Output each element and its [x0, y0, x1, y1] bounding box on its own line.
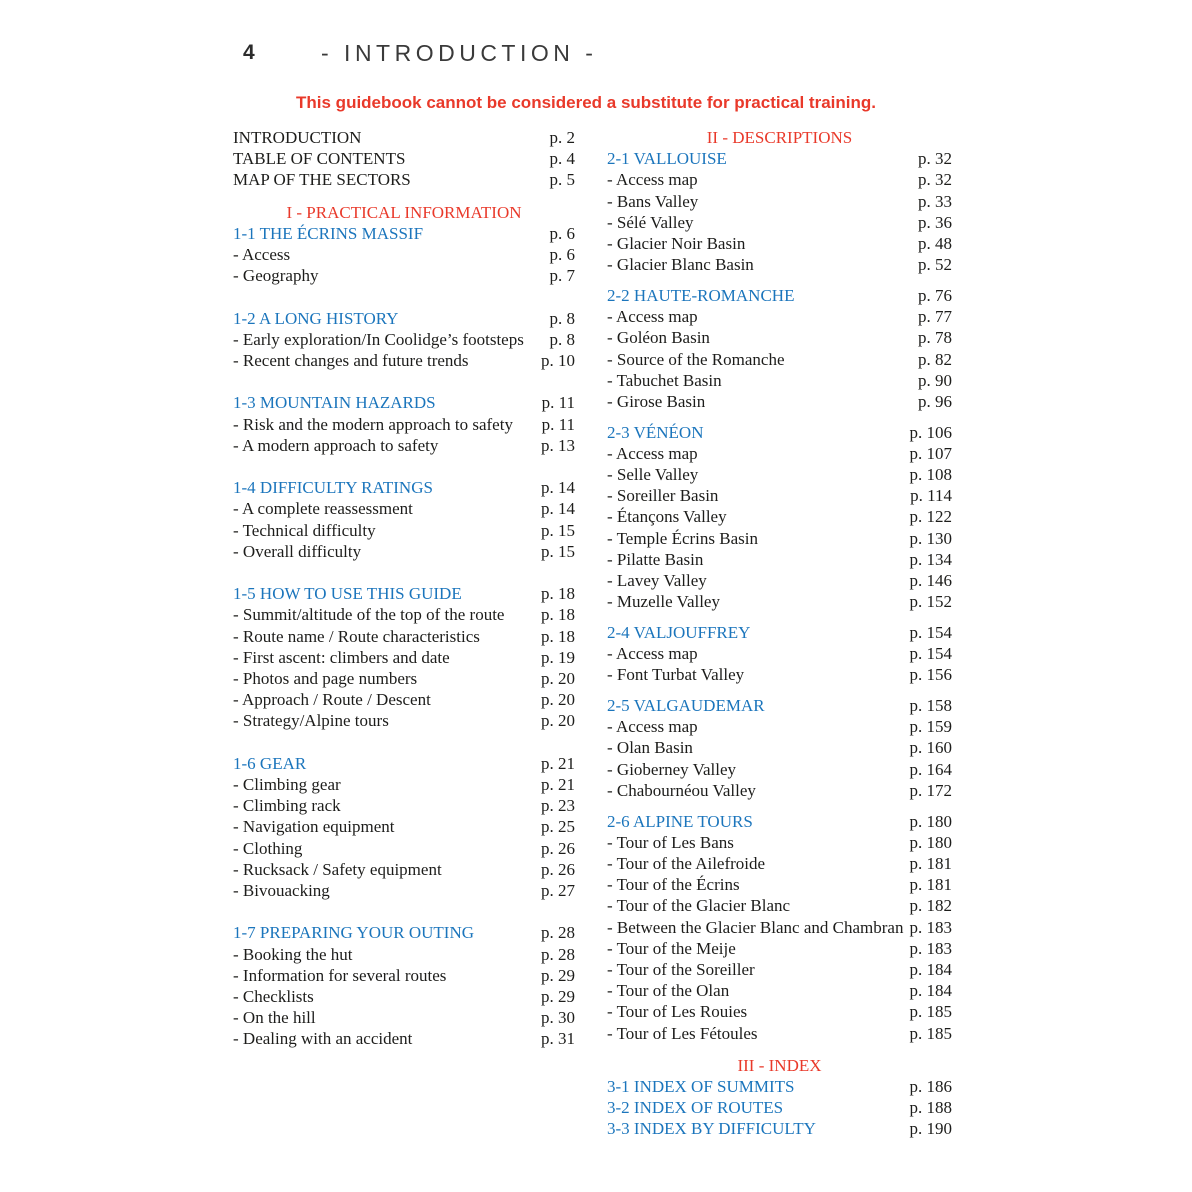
- toc-subitem-row: [607, 895, 952, 916]
- toc-entry-label: 1-6 GEAR: [233, 753, 307, 773]
- toc-page-number: p. 20: [541, 690, 575, 710]
- toc-subitem-row: [233, 244, 575, 265]
- toc-section-row: [607, 285, 952, 306]
- toc-section-row: [233, 922, 575, 943]
- toc-page-number: p. 108: [909, 465, 952, 485]
- toc-entry-label: - Soreiller Basin: [607, 486, 719, 506]
- toc-page-number: p. 152: [909, 592, 952, 612]
- toc-page-number: p. 33: [918, 191, 952, 211]
- toc-section-gap: [607, 612, 952, 622]
- toc-section-row: [233, 392, 575, 413]
- toc-entry-label: - Access map: [607, 307, 698, 327]
- toc-subitem-row: [233, 880, 575, 901]
- toc-page-number: p. 21: [541, 775, 575, 795]
- toc-entry-label: - Route name / Route characteristics: [233, 626, 480, 646]
- toc-page-number: p. 96: [918, 391, 952, 411]
- toc-subitem-row: [233, 689, 575, 710]
- toc-section-row: [607, 148, 952, 169]
- toc-entry-label: - Summit/altitude of the top of the route: [233, 605, 505, 625]
- toc-page-number: p. 29: [541, 987, 575, 1007]
- toc-entry-label: - Chabournéou Valley: [607, 780, 756, 800]
- toc-entry-label: - A modern approach to safety: [233, 435, 439, 455]
- toc-entry-label: 3-3 INDEX BY DIFFICULTY: [607, 1119, 816, 1139]
- toc-section-row: [607, 695, 952, 716]
- toc-page-number: p. 15: [541, 541, 575, 561]
- toc-subitem-row: [233, 838, 575, 859]
- toc-part-heading: II - DESCRIPTIONS: [706, 128, 853, 147]
- toc-subitem-row: [233, 774, 575, 795]
- toc-part-heading: III - INDEX: [737, 1055, 822, 1075]
- toc-entry-label: 2-3 VÉNÉON: [607, 422, 704, 442]
- toc-subitem-row: [607, 570, 952, 591]
- toc-subitem-row: [607, 306, 952, 327]
- toc-page-number: p. 185: [909, 1002, 952, 1022]
- toc-entry-label: - Overall difficulty: [233, 541, 362, 561]
- toc-entry-label: - Navigation equipment: [233, 817, 395, 837]
- toc-page-number: p. 190: [909, 1119, 952, 1139]
- toc-subitem-row: [233, 944, 575, 965]
- toc-entry-label: - Access map: [607, 443, 698, 463]
- toc-subitem-row: [233, 986, 575, 1007]
- toc-subitem-row: [607, 664, 952, 685]
- toc-entry-label: - Checklists: [233, 987, 314, 1007]
- toc-entry-label: 2-4 VALJOUFFREY: [607, 622, 751, 642]
- toc-page-number: p. 18: [541, 605, 575, 625]
- toc-entry-label: - Access map: [607, 717, 698, 737]
- toc-entry-label: 1-5 HOW TO USE THIS GUIDE: [233, 584, 462, 604]
- toc-subitem-row: [607, 1023, 952, 1044]
- toc-entry-label: 1-4 DIFFICULTY RATINGS: [233, 478, 433, 498]
- toc-page-number: p. 26: [541, 859, 575, 879]
- toc-page-number: p. 10: [541, 351, 575, 371]
- toc-subitem-row: [233, 329, 575, 350]
- toc-subitem-row: [607, 485, 952, 506]
- toc-entry-label: - Tour of the Soreiller: [607, 960, 755, 980]
- toc-entry-label: - Font Turbat Valley: [607, 665, 745, 685]
- toc-page-number: p. 15: [541, 520, 575, 540]
- toc-page-number: p. 134: [909, 549, 952, 569]
- toc-section-row: [607, 1076, 952, 1097]
- toc-entry-label: - Access map: [607, 644, 698, 664]
- toc-page-number: p. 76: [918, 285, 952, 305]
- toc-subitem-row: [233, 1007, 575, 1028]
- toc-section-row: [233, 753, 575, 774]
- toc-entry-label: 3-1 INDEX OF SUMMITS: [607, 1077, 795, 1097]
- toc-column-left: [233, 127, 575, 1050]
- toc-page-number: p. 184: [909, 981, 952, 1001]
- toc-entry-label: - Glacier Noir Basin: [607, 234, 746, 254]
- toc-column-right: [607, 127, 952, 1140]
- toc-subitem-row: [607, 737, 952, 758]
- toc-entry-label: 1-3 MOUNTAIN HAZARDS: [233, 393, 436, 413]
- toc-subitem-row: [233, 265, 575, 286]
- toc-subitem-row: [607, 759, 952, 780]
- toc-entry-label: 2-1 VALLOUISE: [607, 149, 727, 169]
- toc-subitem-row: [607, 169, 952, 190]
- toc-page-number: p. 107: [909, 443, 952, 463]
- toc-entry-row: [233, 148, 575, 169]
- toc-part-heading: I - PRACTICAL INFORMATION: [286, 202, 522, 222]
- toc-subitem-row: [607, 832, 952, 853]
- toc-subitem-row: [607, 549, 952, 570]
- toc-page-number: p. 90: [918, 370, 952, 390]
- toc-section-gap: [233, 456, 575, 477]
- toc-page-number: p. 130: [909, 528, 952, 548]
- toc-entry-label: - Geography: [233, 266, 319, 286]
- toc-page-number: p. 32: [918, 170, 952, 190]
- toc-page-number: p. 8: [549, 329, 575, 349]
- toc-subitem-row: [233, 795, 575, 816]
- toc-entry-label: - Early exploration/In Coolidge’s footsteps: [233, 329, 524, 349]
- toc-section-row: [233, 223, 575, 244]
- toc-page-number: p. 21: [541, 753, 575, 773]
- toc-subitem-row: [607, 959, 952, 980]
- toc-entry-label: - Tabuchet Basin: [607, 370, 722, 390]
- toc-entry-label: - Lavey Valley: [607, 571, 707, 591]
- toc-entry-label: - Tour of Les Rouies: [607, 1002, 748, 1022]
- toc-entry-label: - Tour of the Ailefroide: [607, 854, 766, 873]
- toc-entry-label: 2-5 VALGAUDEMAR: [607, 696, 765, 716]
- toc-page-number: p. 78: [918, 328, 952, 348]
- toc-entry-label: - Muzelle Valley: [607, 592, 720, 612]
- toc-entry-label: - Risk and the modern approach to safety: [233, 414, 513, 434]
- toc-subitem-row: [233, 414, 575, 435]
- toc-entry-label: - Tour of the Meije: [607, 938, 736, 958]
- toc-subitem-row: [233, 520, 575, 541]
- toc-page-number: p. 158: [909, 696, 952, 716]
- toc-entry-label: - Tour of Les Bans: [607, 832, 734, 852]
- toc-subitem-row: [607, 370, 952, 391]
- toc-section-gap: [607, 1044, 952, 1055]
- toc-subitem-row: [233, 1028, 575, 1049]
- toc-entry-label: - Technical difficulty: [233, 520, 376, 540]
- toc-subitem-row: [607, 853, 952, 874]
- toc-subitem-row: [607, 349, 952, 370]
- toc-subitem-row: [233, 435, 575, 456]
- toc-section-row: [607, 422, 952, 443]
- toc-subitem-row: [607, 1001, 952, 1022]
- toc-subitem-row: [233, 965, 575, 986]
- toc-section-row: [233, 583, 575, 604]
- toc-section-row: [607, 811, 952, 832]
- toc-section-row: [233, 308, 575, 329]
- toc-subitem-row: [607, 938, 952, 959]
- toc-section-gap: [233, 286, 575, 307]
- toc-entry-label: - Strategy/Alpine tours: [233, 711, 389, 731]
- toc-subitem-row: [607, 643, 952, 664]
- toc-page-number: p. 159: [909, 717, 952, 737]
- toc-subitem-row: [607, 591, 952, 612]
- toc-subitem-row: [607, 716, 952, 737]
- toc-subitem-row: [233, 626, 575, 647]
- toc-subitem-row: [607, 506, 952, 527]
- toc-subitem-row: [607, 528, 952, 549]
- toc-subitem-row: [607, 327, 952, 348]
- toc-section-gap: [607, 412, 952, 422]
- toc-page-number: p. 26: [541, 838, 575, 858]
- toc-entry-row: [233, 127, 575, 148]
- toc-entry-label: - Booking the hut: [233, 944, 353, 964]
- toc-entry-label: - Tour of the Glacier Blanc: [607, 896, 791, 916]
- toc-subitem-row: [607, 464, 952, 485]
- toc-entry-label: - Gioberney Valley: [607, 759, 737, 779]
- toc-entry-label: 1-7 PREPARING YOUR OUTING: [233, 923, 475, 943]
- toc-page-number: p. 114: [910, 486, 952, 506]
- toc-entry-label: - Climbing rack: [233, 796, 341, 816]
- toc-page-number: p. 25: [541, 817, 575, 837]
- toc-subitem-row: [607, 980, 952, 1001]
- toc-page-number: p. 28: [541, 923, 575, 943]
- toc-page-number: p. 154: [909, 622, 952, 642]
- toc-page-number: p. 11: [541, 393, 575, 413]
- toc-section-gap: [607, 686, 952, 696]
- toc-page-number: p. 181: [909, 854, 952, 873]
- toc-entry-label: - First ascent: climbers and date: [233, 647, 450, 667]
- toc-entry-label: - Photos and page numbers: [233, 669, 418, 689]
- toc-entry-label: - Tour of the Olan: [607, 981, 730, 1001]
- toc-page-number: p. 180: [909, 811, 952, 831]
- toc-page-number: p. 48: [918, 234, 952, 254]
- toc-entry-label: - Glacier Blanc Basin: [607, 255, 754, 275]
- toc-page-number: p. 186: [909, 1077, 952, 1097]
- toc-page-number: p. 32: [918, 149, 952, 169]
- toc-page-number: p. 185: [909, 1023, 952, 1043]
- toc-subitem-row: [607, 874, 952, 895]
- toc-entry-label: - Temple Écrins Basin: [607, 528, 758, 548]
- toc-entry-label: - Source of the Romanche: [607, 349, 785, 369]
- toc-entry-label: - Pilatte Basin: [607, 549, 704, 569]
- toc-entry-label: - Access: [233, 245, 291, 265]
- toc-entry-label: - Dealing with an accident: [233, 1029, 413, 1049]
- toc-subitem-row: [607, 191, 952, 212]
- toc-page-number: p. 180: [909, 832, 952, 852]
- toc-page-number: p. 106: [909, 422, 952, 442]
- page-header-title: - INTRODUCTION -: [321, 40, 598, 66]
- toc-entry-label: 2-6 ALPINE TOURS: [607, 811, 753, 831]
- toc-page-number: p. 2: [549, 128, 575, 147]
- toc-page-number: p. 154: [909, 644, 952, 664]
- toc-subitem-row: [233, 604, 575, 625]
- toc-entry-label: - Olan Basin: [607, 738, 693, 758]
- warning-text: This guidebook cannot be considered a substitute for practical training.: [296, 93, 876, 112]
- toc-page-number: p. 82: [918, 349, 952, 369]
- toc-subitem-row: [607, 443, 952, 464]
- toc-page-number: p. 18: [541, 584, 575, 604]
- toc-page-number: p. 52: [918, 255, 952, 275]
- toc-entry-label: - Access map: [607, 170, 698, 190]
- toc-subitem-row: [607, 391, 952, 412]
- toc-page-number: p. 31: [541, 1029, 575, 1049]
- toc-entry-label: 1-1 THE ÉCRINS MASSIF: [233, 223, 424, 243]
- toc-section-gap: [233, 562, 575, 583]
- toc-page-number: p. 183: [909, 938, 952, 958]
- page-number: 4: [243, 41, 255, 64]
- toc-subitem-row: [607, 780, 952, 801]
- toc-entry-label: TABLE OF CONTENTS: [233, 149, 406, 169]
- toc-page-number: p. 28: [541, 944, 575, 964]
- toc-page-number: p. 77: [918, 307, 952, 327]
- toc-entry-label: INTRODUCTION: [233, 128, 362, 147]
- toc-page-number: p. 7: [549, 266, 575, 286]
- toc-entry-label: 2-2 HAUTE-ROMANCHE: [607, 285, 795, 305]
- toc-section-gap: [607, 275, 952, 285]
- toc-subitem-row: [607, 917, 952, 938]
- toc-page-number: p. 30: [541, 1008, 575, 1028]
- toc-page-number: p. 122: [909, 507, 952, 527]
- toc-page-number: p. 156: [909, 665, 952, 685]
- toc-page-number: p. 8: [549, 308, 575, 328]
- toc-entry-label: - Rucksack / Safety equipment: [233, 859, 442, 879]
- toc-entry-label: - Sélé Valley: [607, 212, 694, 232]
- toc-subitem-row: [233, 816, 575, 837]
- toc-subitem-row: [233, 668, 575, 689]
- toc-subitem-row: [607, 233, 952, 254]
- toc-subitem-row: [607, 212, 952, 233]
- toc-entry-label: - Selle Valley: [607, 465, 699, 485]
- toc-page-number: p. 172: [909, 780, 952, 800]
- toc-entry-label: - Bans Valley: [607, 191, 699, 211]
- toc-page-number: p. 188: [909, 1098, 952, 1118]
- toc-entry-row: [233, 169, 575, 190]
- toc-page-number: p. 183: [909, 917, 952, 937]
- toc-entry-label: - Information for several routes: [233, 965, 447, 985]
- toc-entry-label: 1-2 A LONG HISTORY: [233, 308, 399, 328]
- toc-subitem-row: [233, 350, 575, 371]
- toc-entry-label: - Between the Glacier Blanc and Chambran: [607, 917, 904, 937]
- toc-page-number: p. 6: [549, 245, 575, 265]
- toc-section-row: [607, 1118, 952, 1139]
- toc-page-number: p. 14: [541, 478, 575, 498]
- toc-page-number: p. 14: [541, 499, 575, 519]
- toc-entry-label: - Girose Basin: [607, 391, 706, 411]
- toc-entry-label: - Tour of the Écrins: [607, 875, 740, 895]
- toc-entry-label: - Approach / Route / Descent: [233, 690, 431, 710]
- toc-page-number: p. 29: [541, 965, 575, 985]
- toc-subitem-row: [233, 647, 575, 668]
- toc-entry-label: 3-2 INDEX OF ROUTES: [607, 1098, 784, 1118]
- toc-page-number: p. 20: [541, 711, 575, 731]
- toc-subitem-row: [233, 541, 575, 562]
- toc-page-number: p. 146: [909, 571, 952, 591]
- toc-section-gap: [233, 901, 575, 922]
- toc-page-number: p. 181: [909, 875, 952, 895]
- toc-entry-label: - Goléon Basin: [607, 328, 710, 348]
- toc-entry-label: - Recent changes and future trends: [233, 351, 469, 371]
- toc-entry-label: - A complete reassessment: [233, 499, 413, 519]
- toc-page-number: p. 19: [541, 647, 575, 667]
- toc-subitem-row: [233, 710, 575, 731]
- toc-section-gap: [233, 732, 575, 753]
- toc-page-number: p. 5: [549, 170, 575, 190]
- toc-entry-label: MAP OF THE SECTORS: [233, 170, 411, 190]
- toc-page-number: p. 6: [549, 223, 575, 243]
- toc-page-number: p. 18: [541, 626, 575, 646]
- toc-page-number: p. 20: [541, 669, 575, 689]
- toc-page-number: p. 160: [909, 738, 952, 758]
- toc-section-gap: [233, 191, 575, 202]
- toc-entry-label: - Climbing gear: [233, 775, 341, 795]
- toc-entry-label: - Tour of Les Fétoules: [607, 1023, 758, 1043]
- toc-page-number: p. 182: [909, 896, 952, 916]
- toc-section-row: [607, 622, 952, 643]
- toc-page-number: p. 27: [541, 881, 575, 901]
- toc-page-number: p. 23: [541, 796, 575, 816]
- toc-subitem-row: [607, 254, 952, 275]
- toc-page-number: p. 13: [541, 435, 575, 455]
- toc-subitem-row: [233, 859, 575, 880]
- toc-page-number: p. 184: [909, 960, 952, 980]
- toc-page-number: p. 4: [549, 149, 575, 169]
- toc-section-row: [233, 477, 575, 498]
- toc-section-row: [607, 1097, 952, 1118]
- toc-entry-label: - Clothing: [233, 838, 303, 858]
- toc-page-number: p. 36: [918, 212, 952, 232]
- toc-subitem-row: [233, 498, 575, 519]
- toc-entry-label: - Bivouacking: [233, 881, 330, 901]
- toc-entry-label: - Étançons Valley: [607, 507, 727, 527]
- toc-page-number: p. 11: [541, 414, 575, 434]
- toc-page-number: p. 164: [909, 759, 952, 779]
- toc-section-gap: [607, 801, 952, 811]
- toc-entry-label: - On the hill: [233, 1008, 316, 1028]
- toc-section-gap: [233, 371, 575, 392]
